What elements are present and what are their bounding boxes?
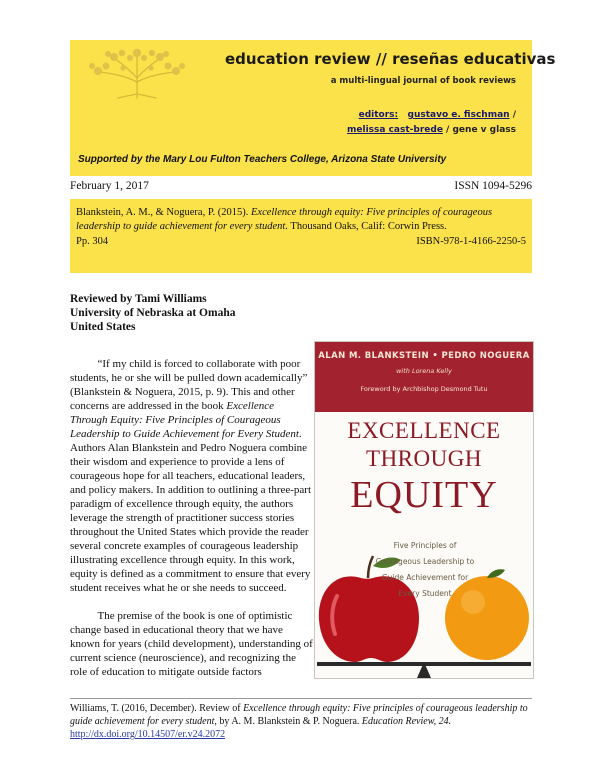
paragraph-text: “If my child is forced to collaborate with poor students, he or she will be pulled down academically” (Blankstein & Noguera, 2015, p. 9). This and other concerns are addressed in the book — [70, 358, 308, 412]
cover-authors: ALAN M. BLANKSTEIN • PEDRO NOGUERA — [318, 351, 530, 361]
journal-title-spanish: reseñas educativas — [392, 50, 556, 68]
journal-banner — [70, 40, 556, 176]
journal-subtitle: a multi-lingual journal of book reviews — [330, 76, 516, 86]
citation-publisher: Thousand Oaks, Calif: Corwin Press. — [287, 221, 447, 232]
editors-line-2: melissa cast-brede / gene v glass — [347, 125, 516, 135]
editor-link[interactable]: melissa cast-brede — [347, 125, 443, 135]
journal-title-english: education review — [225, 50, 371, 68]
cover-title-line-2: THROUGH — [366, 446, 482, 471]
citation-box — [70, 199, 532, 273]
reviewer-affiliation: University of Nebraska at Omaha — [70, 307, 236, 319]
citation-title: Excellence through equity: Five principles of courageous leadership to guide achievement for every student. — [76, 207, 493, 232]
support-statement: Supported by the Mary Lou Fulton Teachers College, Arizona State University — [78, 154, 447, 165]
footer-journal: Education Review, 24. — [361, 716, 452, 727]
footer-citation-text: Williams, T. (2016, December). Review of — [70, 703, 244, 714]
reviewer-name: Reviewed by Tami Williams — [70, 293, 207, 305]
journal-title-separator: // — [370, 50, 393, 68]
journal-title — [225, 50, 555, 68]
doi-link[interactable]: http://dx.doi.org/10.14507/er.v24.2072 — [70, 729, 226, 740]
book-cover-image — [314, 341, 534, 679]
reviewer-country: United States — [70, 321, 136, 333]
footer-book-title: Excellence through equity: Five principles of courageous leadership to guide achievement for every student, — [70, 703, 528, 727]
body-paragraph — [70, 609, 313, 679]
book-title-inline: Excellence Through Equity: Five Principles of Courageous Leadership to Guide Achievement for Every Student — [70, 400, 299, 440]
editor-name: gene v glass — [452, 125, 516, 135]
editor-link[interactable]: gustavo e. fischman — [407, 110, 510, 120]
footer-citation-text: by A. M. Blankstein & P. Noguera. — [216, 716, 362, 727]
recommended-citation — [70, 702, 532, 741]
cover-foreword: Foreword by Archbishop Desmond Tutu — [360, 385, 488, 393]
cover-coauthor: with Lorena Kelly — [396, 367, 452, 375]
paragraph-text: The premise of the book is one of optimistic change based in educational theory that we have known for years (child development), understanding of current science (neuroscience), and recognizing the role of education to mitigate outside factors — [70, 610, 313, 678]
citation-authors: Blankstein, A. M., & Noguera, P. (2015). — [76, 207, 251, 218]
paragraph-text: . Authors Alan Blankstein and Pedro Noguera combine their wisdom and experience to provide a lens of courageous hope for all teachers, educational leaders, and policy makers. In addition to outlining a three-part paradigm of excellence through equity, the authors leverage the strength of practitioner success stories throughout the United States which provide the reader several concrete examples of courageous leadership illustrating excellence through equity. In this work, equity is defined as a commitment to ensure that every student receives what he or she needs to succeed. — [70, 428, 312, 594]
date-issn-line — [70, 180, 532, 192]
body-paragraph — [70, 357, 313, 595]
footer-divider — [70, 698, 532, 699]
cover-header-band — [315, 342, 533, 412]
cover-subtitle: Five Principles of Courageous Leadership to Guide Achievement for Every Student — [375, 541, 475, 598]
page-count: Pp. 304 — [76, 236, 109, 247]
cover-title-line-3: EQUITY — [350, 474, 498, 516]
isbn: ISBN-978-1-4166-2250-5 — [416, 236, 526, 247]
issn: ISSN 1094-5296 — [454, 180, 532, 192]
cover-title-line-1: EXCELLENCE — [347, 418, 501, 443]
tree-logo-icon — [78, 48, 196, 100]
book-citation — [76, 206, 528, 234]
editors-line-1: editors: gustavo e. fischman / — [358, 110, 516, 120]
publication-date: February 1, 2017 — [70, 180, 149, 192]
editors-label: editors: — [358, 110, 399, 120]
reviewer-block — [70, 292, 235, 334]
